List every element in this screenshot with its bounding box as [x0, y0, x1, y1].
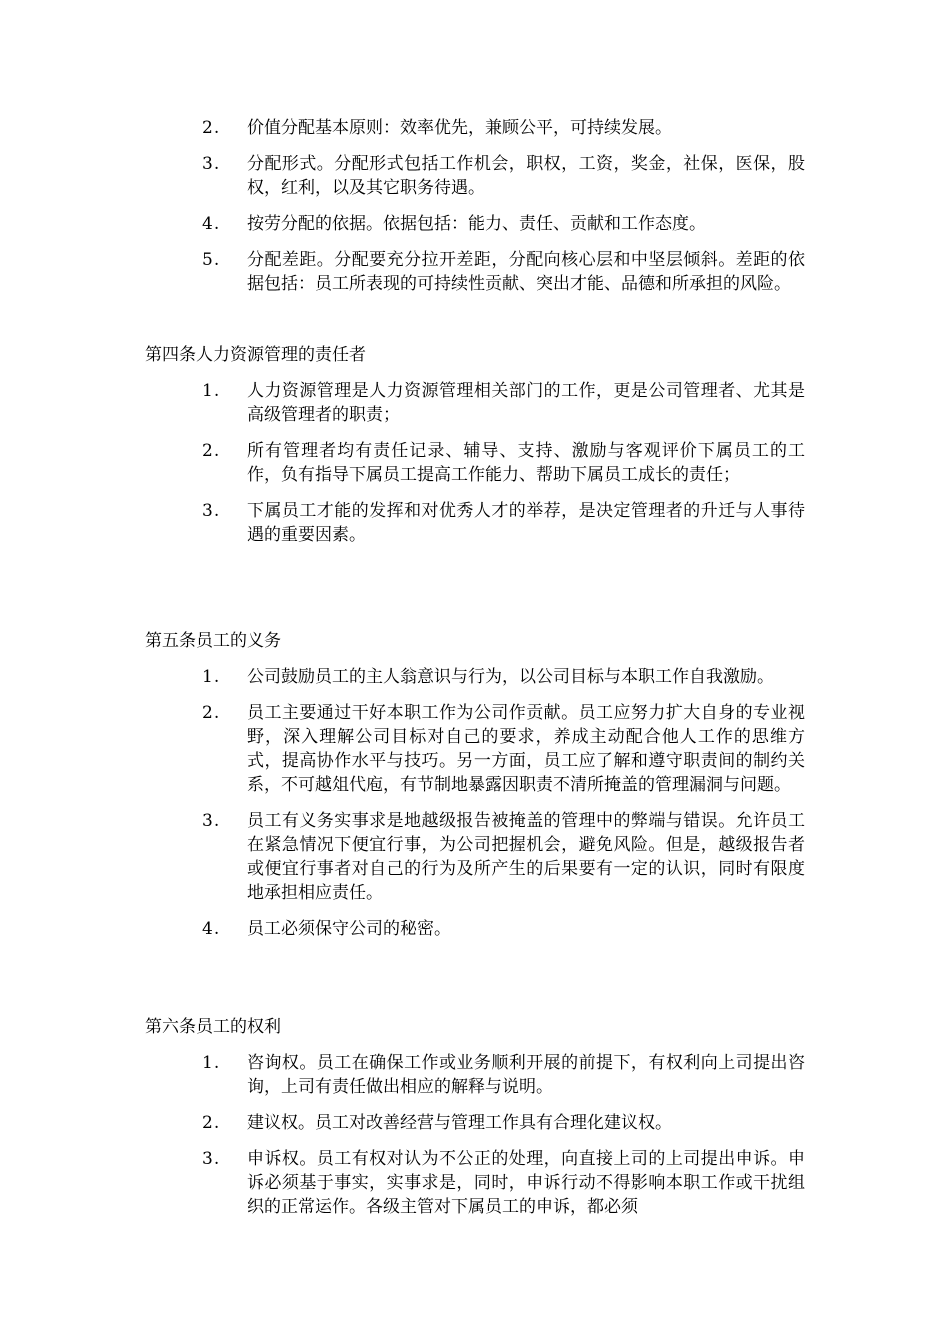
- list-number: 5.: [202, 250, 221, 270]
- list-item: [0, 152, 950, 200]
- numbered-list: [0, 116, 950, 296]
- list-number: 2.: [202, 1113, 221, 1133]
- article-number: 第四条: [145, 345, 196, 365]
- numbered-list: [0, 1051, 950, 1219]
- list-item: [0, 116, 950, 140]
- article-number: 第六条: [145, 1017, 196, 1037]
- list-text: 员工有义务实事求是地越级报告被掩盖的管理中的弊端与错误。允许员工在紧急情况下便宜行事，为公司把握机会，避免风险。但是，越级报告者或便宜行事者对自己的行为及所产生的后果要有一定的认识，同时有限度地承担相应责任。: [247, 811, 805, 903]
- list-text: 申诉权。员工有权对认为不公正的处理，向直接上司的上司提出申诉。申诉必须基于事实，实事求是，同时，申诉行动不得影响本职工作或干扰组织的正常运作。各级主管对下属员工的申诉，都必须: [247, 1149, 805, 1217]
- list-item: [0, 917, 950, 941]
- numbered-list: [0, 665, 950, 941]
- section-article-5: [0, 629, 950, 953]
- list-item: [0, 499, 950, 547]
- article-heading: [145, 343, 950, 367]
- section-value-distribution: [0, 116, 950, 308]
- list-text: 按劳分配的依据。依据包括：能力、责任、贡献和工作态度。: [247, 214, 706, 234]
- list-item: [0, 248, 950, 296]
- list-text: 下属员工才能的发挥和对优秀人才的举荐，是决定管理者的升迁与人事待遇的重要因素。: [247, 501, 805, 545]
- list-number: 4.: [202, 919, 221, 939]
- list-number: 2.: [202, 703, 221, 723]
- list-item: [0, 379, 950, 427]
- article-heading: [145, 1015, 950, 1039]
- list-text: 价值分配基本原则：效率优先，兼顾公平，可持续发展。: [247, 118, 672, 138]
- list-text: 所有管理者均有责任记录、辅导、支持、激励与客观评价下属员工的工作，负有指导下属员工提高工作能力、帮助下属员工成长的责任；: [247, 441, 805, 485]
- list-item: [0, 1147, 950, 1219]
- list-text: 分配形式。分配形式包括工作机会，职权，工资，奖金，社保，医保，股权，红利，以及其它职务待遇。: [247, 154, 805, 198]
- list-number: 2.: [202, 118, 221, 138]
- list-item: [0, 212, 950, 236]
- list-number: 3.: [202, 1149, 221, 1169]
- list-item: [0, 809, 950, 905]
- article-title: 员工的义务: [196, 631, 281, 651]
- list-item: [0, 439, 950, 487]
- numbered-list: [0, 379, 950, 547]
- article-heading: [145, 629, 950, 653]
- list-text: 人力资源管理是人力资源管理相关部门的工作，更是公司管理者、尤其是高级管理者的职责；: [247, 381, 805, 425]
- list-item: [0, 701, 950, 797]
- list-text: 咨询权。员工在确保工作或业务顺利开展的前提下，有权利向上司提出咨询，上司有责任做出相应的解释与说明。: [247, 1053, 805, 1097]
- list-text: 公司鼓励员工的主人翁意识与行为，以公司目标与本职工作自我激励。: [247, 667, 774, 687]
- list-number: 3.: [202, 501, 221, 521]
- article-number: 第五条: [145, 631, 196, 651]
- list-item: [0, 665, 950, 689]
- list-number: 3.: [202, 811, 221, 831]
- list-item: [0, 1111, 950, 1135]
- list-text: 员工主要通过干好本职工作为公司作贡献。员工应努力扩大自身的专业视野，深入理解公司目标对自己的要求，养成主动配合他人工作的思维方式，提高协作水平与技巧。另一方面，员工应了解和遵守职责间的制约关系，不可越俎代庖，有节制地暴露因职责不清所掩盖的管理漏洞与问题。: [247, 703, 805, 795]
- section-article-6: [0, 1015, 950, 1231]
- list-item: [0, 1051, 950, 1099]
- article-title: 人力资源管理的责任者: [196, 345, 366, 365]
- section-article-4: [0, 343, 950, 559]
- list-number: 1.: [202, 381, 221, 401]
- list-number: 1.: [202, 1053, 221, 1073]
- list-text: 分配差距。分配要充分拉开差距，分配向核心层和中坚层倾斜。差距的依据包括：员工所表现的可持续性贡献、突出才能、品德和所承担的风险。: [247, 250, 805, 294]
- article-title: 员工的权利: [196, 1017, 281, 1037]
- list-text: 建议权。员工对改善经营与管理工作具有合理化建议权。: [247, 1113, 672, 1133]
- list-number: 4.: [202, 214, 221, 234]
- list-number: 1.: [202, 667, 221, 687]
- list-text: 员工必须保守公司的秘密。: [247, 919, 451, 939]
- list-number: 3.: [202, 154, 221, 174]
- list-number: 2.: [202, 441, 221, 461]
